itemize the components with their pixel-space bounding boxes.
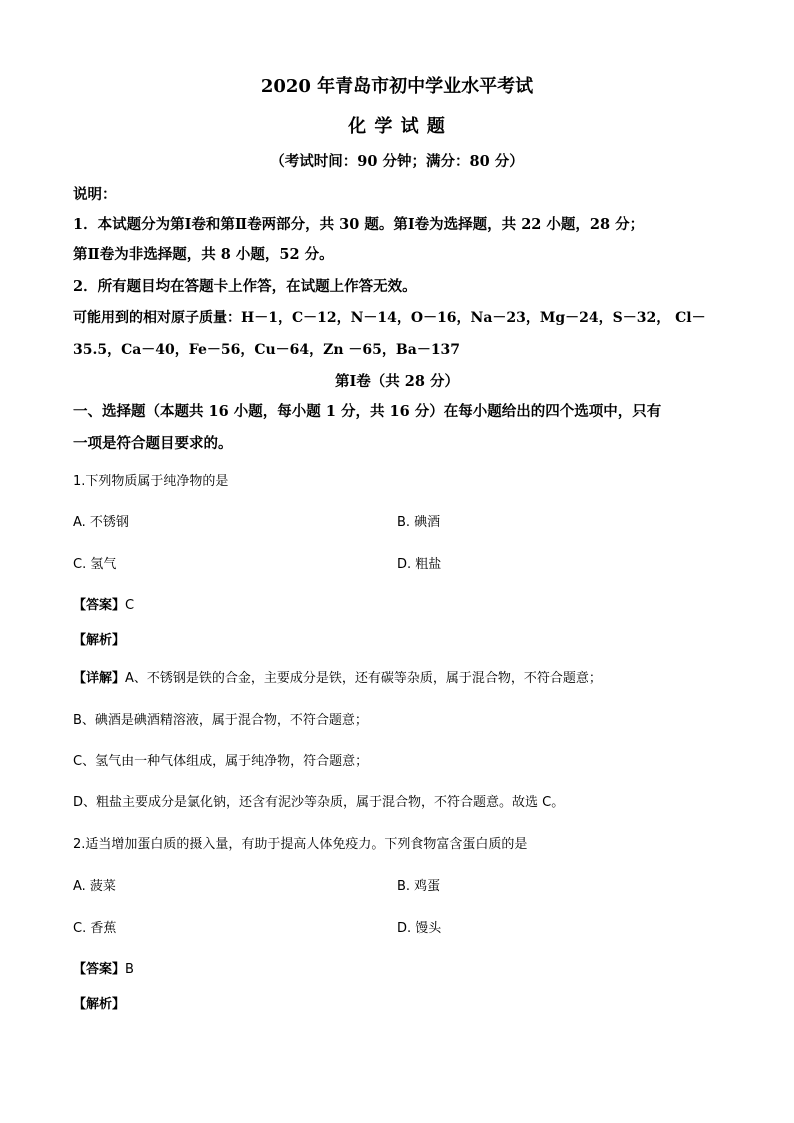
question-2-stem: 2.适当增加蛋白质的摄入量，有助于提高人体免疫力。下列食物富含蛋白质的是	[73, 837, 528, 852]
section-instruction-line-2: 一项是符合题目要求的。	[73, 435, 233, 452]
detail-a-text: A、不锈钢是铁的合金，主要成分是铁，还有碳等杂质，属于混合物，不符合题意；	[125, 671, 602, 686]
question-1-detail-c: C、氢气由一种气体组成，属于纯净物，符合题意；	[73, 754, 369, 769]
atomic-masses-line-1: 可能用到的相对原子质量：H－1，C－12，N－14，O－16，Na－23，Mg－24，S－32， Cl－	[73, 310, 706, 326]
question-2-answer	[73, 958, 134, 977]
question-1-stem: 1.下列物质属于纯净物的是	[73, 474, 229, 489]
question-1-answer	[73, 594, 134, 613]
question-1-detail-b: B、碘酒是碘酒精溶液，属于混合物，不符合题意；	[73, 713, 368, 728]
question-1-detail-a	[73, 667, 602, 686]
notes-heading: 说明：	[73, 186, 117, 203]
question-2-analysis-label: 【解析】	[73, 997, 126, 1012]
answer-label: 【答案】	[73, 598, 126, 613]
question-2-option-a: A. 菠菜	[73, 879, 116, 894]
atomic-masses-line-2: 35.5，Ca－40，Fe－56，Cu－64，Zn －65，Ba－137	[73, 342, 461, 358]
question-2-option-d: D. 馒头	[397, 921, 442, 936]
question-2-option-c: C. 香蕉	[73, 921, 117, 936]
question-1-analysis-label: 【解析】	[73, 633, 126, 648]
notes-line-1: 1．本试题分为第Ⅰ卷和第Ⅱ卷两部分，共 30 题。第Ⅰ卷为选择题，共 22 小题，28 分；	[73, 216, 645, 233]
question-1-option-a: A. 不锈钢	[73, 515, 129, 530]
answer-value: B	[125, 962, 134, 977]
question-1-option-c: C. 氢气	[73, 557, 117, 572]
exam-info: （考试时间：90 分钟；满分：80 分）	[270, 153, 524, 170]
notes-line-2: 第Ⅱ卷为非选择题，共 8 小题，52 分。	[73, 246, 334, 263]
answer-value: C	[125, 598, 135, 613]
question-2-option-b: B. 鸡蛋	[397, 879, 441, 894]
section-title: 第Ⅰ卷（共 28 分）	[334, 373, 460, 390]
section-instruction-line-1: 一、选择题（本题共 16 小题，每小题 1 分，共 16 分）在每小题给出的四个选项中，只有	[73, 403, 662, 420]
question-1-option-d: D. 粗盐	[397, 557, 442, 572]
question-1-option-b: B. 碘酒	[397, 515, 441, 530]
answer-label: 【答案】	[73, 962, 126, 977]
question-1-detail-d: D、粗盐主要成分是氯化钠，还含有泥沙等杂质，属于混合物，不符合题意。故选 C。	[73, 795, 565, 810]
subject-title: 化 学 试 题	[348, 116, 446, 137]
detail-label: 【详解】	[73, 671, 126, 686]
exam-title: 2020 年青岛市初中学业水平考试	[260, 76, 534, 97]
notes-line-3: 2．所有题目均在答题卡上作答，在试题上作答无效。	[73, 278, 417, 295]
